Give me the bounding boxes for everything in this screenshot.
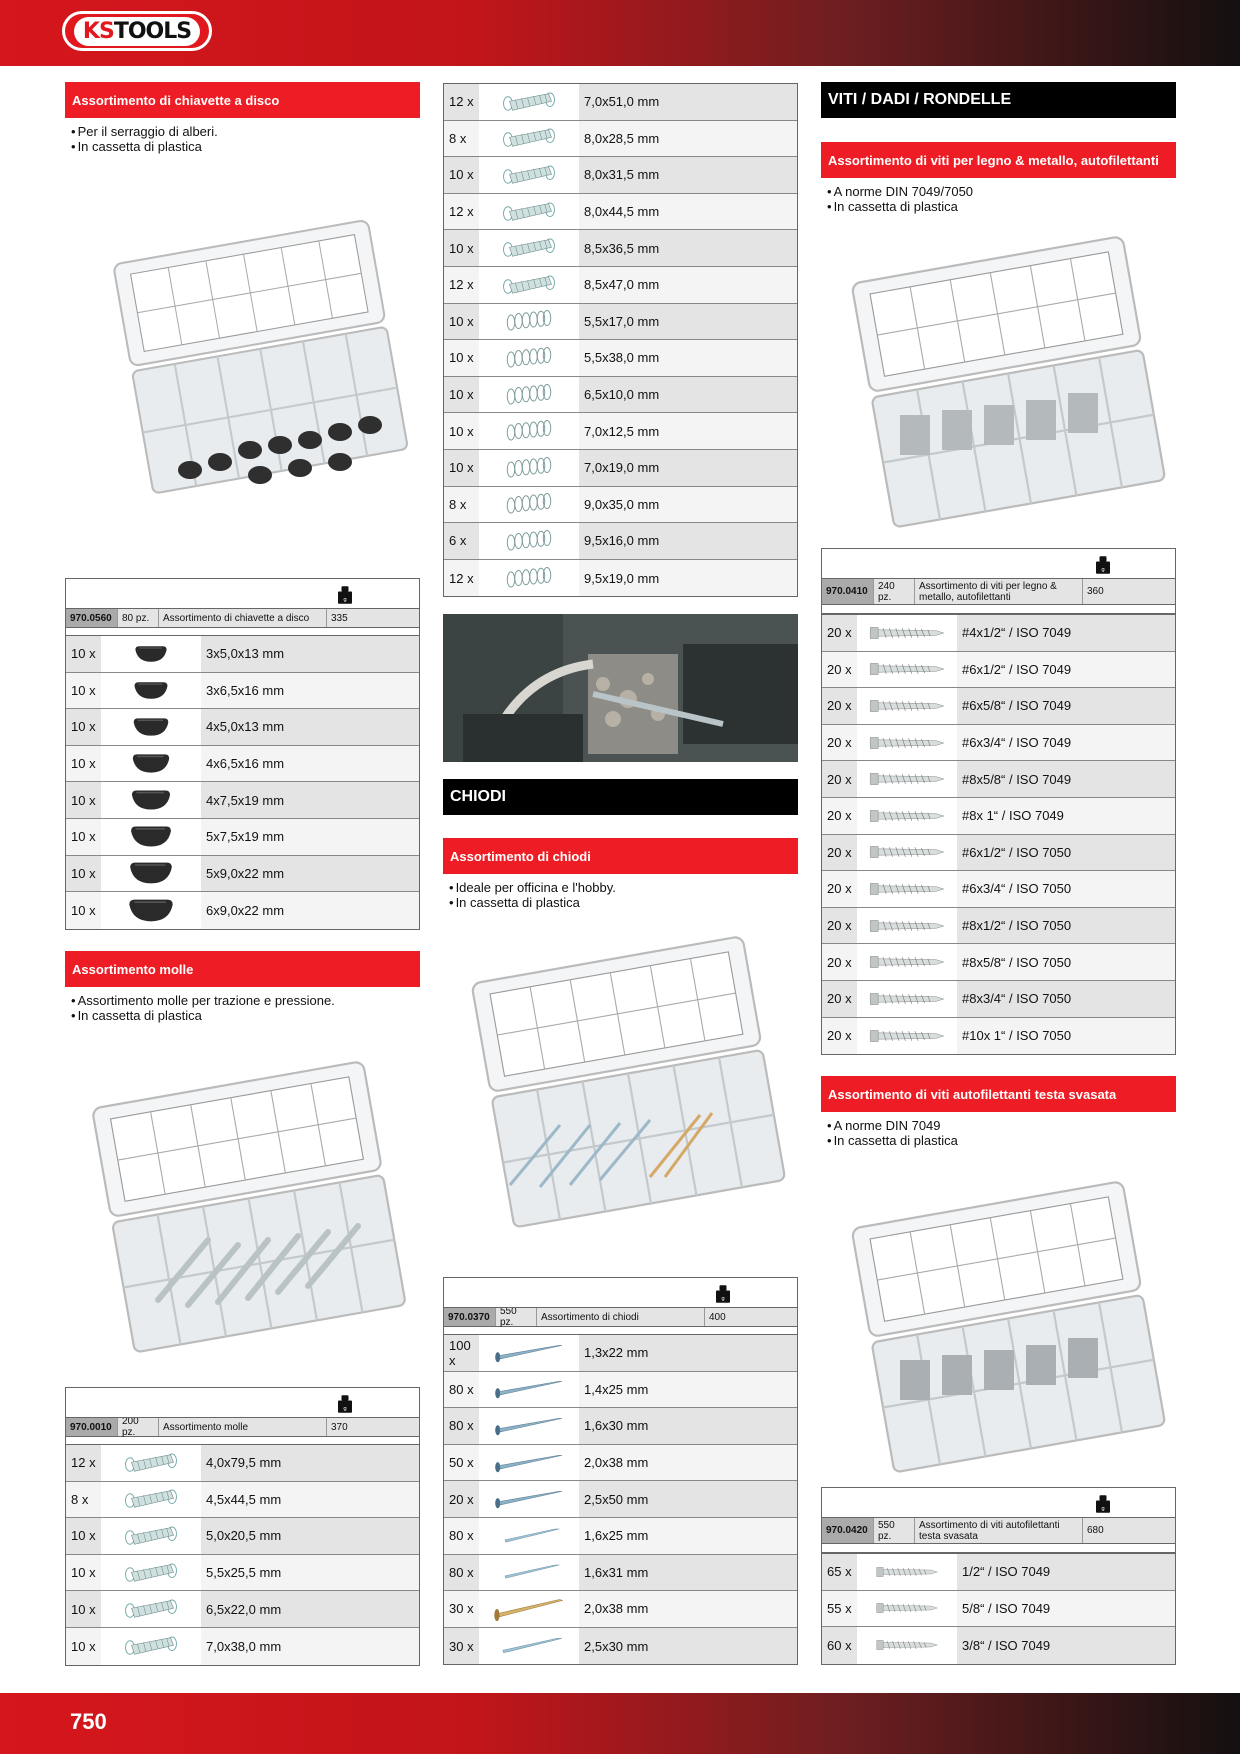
article-quantity: 550 pz. (874, 1518, 915, 1543)
tension-spring-icon (101, 1628, 201, 1665)
item-quantity: 80 x (449, 1418, 474, 1434)
item-quantity: 6 x (449, 533, 467, 549)
table-row (444, 1555, 797, 1592)
table-row (822, 944, 1175, 981)
logo-ks: KS (82, 18, 114, 44)
article-weight: 335 (331, 612, 348, 624)
footer-bar (0, 1693, 1240, 1754)
countersunk-tray-image (830, 1160, 1175, 1490)
item-size: 7,0x51,0 mm (584, 94, 660, 110)
item-quantity: 10 x (449, 313, 474, 329)
keys-title: Assortimento di chiavette a disco (65, 82, 420, 118)
item-quantity: 20 x (827, 844, 852, 860)
item-quantity: 100 x (449, 1337, 471, 1368)
item-quantity: 8 x (71, 1491, 89, 1507)
item-size: 8,5x36,5 mm (584, 240, 660, 256)
screw-icon (857, 908, 957, 944)
item-size: #6x1/2“ / ISO 7049 (962, 661, 1072, 677)
screw-icon (857, 944, 957, 980)
tension-spring-icon (479, 121, 579, 157)
table-row (444, 1372, 797, 1409)
tension-spring-icon (101, 1445, 201, 1481)
nails-tray-image (450, 915, 795, 1245)
page-number: 750 (70, 1709, 107, 1734)
table-row (444, 157, 797, 194)
item-size: 8,5x47,0 mm (584, 277, 660, 293)
weight-icon (1096, 1495, 1110, 1513)
item-size: 3x6,5x16 mm (206, 682, 285, 698)
screw-icon (857, 835, 957, 871)
woodruff-key-icon (101, 856, 201, 892)
item-size: 2,0x38 mm (584, 1601, 649, 1617)
table-row (444, 340, 797, 377)
item-size: 6x9,0x22 mm (206, 902, 285, 918)
item-quantity: 12 x (449, 94, 474, 110)
article-weight: 680 (1087, 1525, 1104, 1536)
item-size: 1,6x31 mm (584, 1564, 649, 1580)
gold-nail-icon (479, 1591, 579, 1627)
nail-icon (479, 1445, 579, 1481)
bullet: • In cassetta di plastica (71, 139, 420, 154)
table-row (66, 1445, 419, 1482)
article-weight: 360 (1087, 586, 1104, 597)
bullet: • Per il serraggio di alberi. (71, 124, 420, 139)
nails-items-table (443, 1334, 798, 1665)
tension-spring-icon (479, 194, 579, 230)
item-size: 5,0x20,5 mm (206, 1528, 282, 1544)
table-row (822, 652, 1175, 689)
article-number: 970.0420 (822, 1518, 874, 1543)
panel-pin-icon (479, 1628, 579, 1665)
item-quantity: 10 x (449, 387, 474, 403)
item-size: #4x1/2“ / ISO 7049 (962, 625, 1072, 641)
table-row (444, 487, 797, 524)
screw-icon (857, 761, 957, 797)
keys-bullets (65, 124, 420, 154)
item-size: 7,0x12,5 mm (584, 423, 660, 439)
item-quantity: 20 x (827, 771, 852, 787)
item-quantity: 20 x (827, 625, 852, 641)
nails-article-table (443, 1277, 798, 1336)
item-size: 4x6,5x16 mm (206, 756, 285, 772)
table-row (822, 798, 1175, 835)
bullet: • In cassetta di plastica (449, 895, 798, 910)
item-quantity: 10 x (71, 646, 96, 662)
item-quantity: 10 x (449, 240, 474, 256)
tension-spring-icon (479, 84, 579, 120)
table-row (444, 267, 797, 304)
tension-spring-icon (101, 1555, 201, 1591)
screw-icon (857, 652, 957, 688)
item-quantity: 10 x (71, 1528, 96, 1544)
item-quantity: 30 x (449, 1638, 474, 1654)
item-quantity: 10 x (71, 1638, 96, 1654)
item-size: #10x 1“ / ISO 7050 (962, 1028, 1072, 1044)
item-quantity: 20 x (827, 808, 852, 824)
item-size: 5,5x38,0 mm (584, 350, 660, 366)
item-size: 6,5x10,0 mm (584, 387, 660, 403)
wood-screws-title: Assortimento di viti per legno & metallo, autofilettanti (821, 142, 1176, 178)
tension-spring-icon (479, 267, 579, 303)
item-quantity: 10 x (449, 460, 474, 476)
springs-continued-table (443, 83, 798, 597)
table-row (444, 121, 797, 158)
table-row (444, 413, 797, 450)
article-description: Assortimento di viti per legno & metallo, autofilettanti (915, 579, 1083, 604)
table-row (822, 1627, 1175, 1664)
countersunk-screw-icon (857, 1554, 957, 1590)
table-row (66, 782, 419, 819)
item-size: 1,3x22 mm (584, 1345, 649, 1361)
table-row (444, 230, 797, 267)
item-quantity: 10 x (71, 719, 96, 735)
bullet: • Assortimento molle per trazione e pressione. (71, 993, 420, 1008)
table-row (822, 1018, 1175, 1055)
item-size: 4x7,5x19 mm (206, 792, 285, 808)
nails-title: Assortimento di chiodi (443, 838, 798, 874)
article-description: Assortimento molle (159, 1418, 327, 1436)
item-quantity: 12 x (449, 204, 474, 220)
springs-article-table (65, 1387, 420, 1446)
table-row (444, 1335, 797, 1372)
item-size: #8x5/8“ / ISO 7049 (962, 771, 1072, 787)
table-row (822, 725, 1175, 762)
item-size: 5/8“ / ISO 7049 (962, 1600, 1051, 1616)
item-quantity: 30 x (449, 1601, 474, 1617)
compression-spring-icon (479, 413, 579, 449)
woodruff-key-icon (101, 819, 201, 855)
table-row (444, 377, 797, 414)
item-quantity: 12 x (449, 277, 474, 293)
item-quantity: 20 x (827, 918, 852, 934)
screw-icon (857, 615, 957, 651)
item-size: 1,4x25 mm (584, 1381, 649, 1397)
item-quantity: 20 x (827, 698, 852, 714)
weight-icon (338, 586, 352, 604)
item-size: 8,0x44,5 mm (584, 204, 660, 220)
woodruff-key-icon (101, 892, 201, 929)
article-weight: 370 (331, 1421, 348, 1433)
table-row (822, 615, 1175, 652)
item-quantity: 50 x (449, 1455, 474, 1471)
item-quantity: 80 x (449, 1528, 474, 1544)
item-quantity: 20 x (827, 735, 852, 751)
table-row (66, 1591, 419, 1628)
table-row (444, 304, 797, 341)
table-row (66, 1628, 419, 1665)
keys-items-table (65, 635, 420, 930)
item-size: 9,5x19,0 mm (584, 570, 660, 586)
brad-nail-icon (479, 1555, 579, 1591)
woodruff-key-icon (101, 709, 201, 745)
article-description: Assortimento di chiavette a disco (159, 609, 327, 627)
bullet: • A norme DIN 7049 (827, 1118, 1176, 1133)
item-quantity: 10 x (449, 167, 474, 183)
item-size: #8x5/8“ / ISO 7050 (962, 954, 1072, 970)
item-quantity: 20 x (827, 991, 852, 1007)
item-size: #6x3/4“ / ISO 7049 (962, 735, 1072, 751)
table-row (66, 856, 419, 893)
item-quantity: 12 x (71, 1455, 96, 1471)
nail-icon (479, 1335, 579, 1371)
item-size: 4x5,0x13 mm (206, 719, 285, 735)
table-row (444, 1481, 797, 1518)
article-quantity: 80 pz. (118, 609, 159, 627)
item-quantity: 10 x (71, 1601, 96, 1617)
screw-icon (857, 1018, 957, 1055)
item-quantity: 80 x (449, 1381, 474, 1397)
item-size: 2,0x38 mm (584, 1455, 649, 1471)
item-quantity: 12 x (449, 570, 474, 586)
nail-icon (479, 1481, 579, 1517)
wood-screws-tray-image (830, 215, 1175, 545)
table-row (66, 709, 419, 746)
article-number: 970.0410 (822, 579, 874, 604)
table-row (822, 1591, 1175, 1628)
item-size: #8x 1“ / ISO 7049 (962, 808, 1064, 824)
item-quantity: 10 x (71, 1565, 96, 1581)
tension-spring-icon (101, 1482, 201, 1518)
item-size: 8,0x28,5 mm (584, 130, 660, 146)
item-quantity: 20 x (827, 661, 852, 677)
item-size: 1/2“ / ISO 7049 (962, 1564, 1051, 1580)
item-quantity: 10 x (71, 902, 96, 918)
nailing-photo (443, 614, 798, 762)
article-weight: 400 (709, 1311, 726, 1323)
nail-icon (479, 1372, 579, 1408)
compression-spring-icon (479, 377, 579, 413)
compression-spring-icon (479, 560, 579, 597)
item-size: #8x3/4“ / ISO 7050 (962, 991, 1072, 1007)
table-row (66, 892, 419, 929)
item-quantity: 10 x (71, 756, 96, 772)
table-row (822, 761, 1175, 798)
table-row (822, 981, 1175, 1018)
table-row (444, 84, 797, 121)
brand-logo (62, 11, 212, 51)
table-row (822, 688, 1175, 725)
item-quantity: 10 x (71, 865, 96, 881)
screw-icon (857, 871, 957, 907)
compression-spring-icon (479, 487, 579, 523)
countersunk-items-table (821, 1553, 1176, 1665)
countersunk-bullets (821, 1118, 1176, 1148)
item-quantity: 80 x (449, 1564, 474, 1580)
item-size: 7,0x38,0 mm (206, 1638, 282, 1654)
countersunk-article-table (821, 1487, 1176, 1553)
nails-section-title: CHIODI (443, 779, 798, 815)
weight-icon (1096, 556, 1110, 574)
item-size: 5,5x25,5 mm (206, 1565, 282, 1581)
table-row (444, 523, 797, 560)
item-quantity: 60 x (827, 1637, 852, 1653)
wood-screws-bullets (821, 184, 1176, 214)
item-quantity: 10 x (71, 829, 96, 845)
woodruff-key-icon (101, 746, 201, 782)
table-row (822, 1554, 1175, 1591)
article-description: Assortimento di chiodi (537, 1308, 705, 1326)
table-row (444, 1408, 797, 1445)
item-quantity: 55 x (827, 1600, 852, 1616)
compression-spring-icon (479, 523, 579, 559)
item-quantity: 65 x (827, 1564, 852, 1580)
item-quantity: 8 x (449, 496, 467, 512)
item-size: #8x1/2“ / ISO 7050 (962, 918, 1072, 934)
tension-spring-icon (479, 157, 579, 193)
item-quantity: 10 x (449, 350, 474, 366)
item-size: 5x9,0x22 mm (206, 865, 285, 881)
weight-icon (338, 1395, 352, 1413)
article-quantity: 240 pz. (874, 579, 915, 604)
item-size: #6x1/2“ / ISO 7050 (962, 844, 1072, 860)
item-quantity: 20 x (827, 954, 852, 970)
compression-spring-icon (479, 304, 579, 340)
screw-icon (857, 725, 957, 761)
nails-bullets (443, 880, 798, 910)
item-size: 5,5x17,0 mm (584, 313, 660, 329)
springs-title: Assortimento molle (65, 951, 420, 987)
table-row (444, 1518, 797, 1555)
item-size: #6x3/4“ / ISO 7050 (962, 881, 1072, 897)
table-row (822, 835, 1175, 872)
countersunk-title: Assortimento di viti autofilettanti testa svasata (821, 1076, 1176, 1112)
bullet: • In cassetta di plastica (71, 1008, 420, 1023)
bullet: • In cassetta di plastica (827, 1133, 1176, 1148)
table-row (66, 746, 419, 783)
countersunk-screw-icon (857, 1627, 957, 1664)
wood-screws-items-table (821, 614, 1176, 1055)
table-row (66, 1482, 419, 1519)
item-size: 9,0x35,0 mm (584, 496, 660, 512)
item-size: 4,0x79,5 mm (206, 1455, 282, 1471)
item-size: #6x5/8“ / ISO 7049 (962, 698, 1072, 714)
table-row (66, 636, 419, 673)
table-row (444, 560, 797, 597)
keys-article-table (65, 578, 420, 637)
woodruff-key-icon (101, 782, 201, 818)
compression-spring-icon (479, 340, 579, 376)
table-row (444, 1628, 797, 1665)
article-number: 970.0370 (444, 1308, 496, 1326)
table-row (822, 871, 1175, 908)
article-number: 970.0560 (66, 609, 118, 627)
tension-spring-icon (479, 230, 579, 266)
table-row (66, 673, 419, 710)
item-quantity: 10 x (71, 792, 96, 808)
item-size: 3x5,0x13 mm (206, 646, 285, 662)
compression-spring-icon (479, 450, 579, 486)
bullet: • A norme DIN 7049/7050 (827, 184, 1176, 199)
article-description: Assortimento di viti autofilettanti testa svasata (915, 1518, 1083, 1543)
screw-icon (857, 981, 957, 1017)
header-bar (0, 0, 1240, 66)
logo-tools: TOOLS (113, 18, 192, 44)
screw-icon (857, 688, 957, 724)
article-quantity: 200 pz. (118, 1418, 159, 1436)
article-quantity: 550 pz. (496, 1308, 537, 1326)
screw-icon (857, 798, 957, 834)
item-size: 7,0x19,0 mm (584, 460, 660, 476)
table-row (444, 1591, 797, 1628)
item-quantity: 10 x (449, 423, 474, 439)
table-row (444, 194, 797, 231)
item-size: 3/8“ / ISO 7049 (962, 1637, 1051, 1653)
item-size: 9,5x16,0 mm (584, 533, 660, 549)
tension-spring-icon (101, 1591, 201, 1627)
item-size: 8,0x31,5 mm (584, 167, 660, 183)
springs-items-table (65, 1444, 420, 1666)
item-size: 1,6x25 mm (584, 1528, 649, 1544)
item-size: 1,6x30 mm (584, 1418, 649, 1434)
table-row (66, 819, 419, 856)
woodruff-key-icon (101, 673, 201, 709)
bullet: • In cassetta di plastica (827, 199, 1176, 214)
item-quantity: 20 x (827, 881, 852, 897)
screws-section-title: VITI / DADI / RONDELLE (821, 82, 1176, 118)
item-quantity: 10 x (71, 682, 96, 698)
table-row (444, 450, 797, 487)
countersunk-screw-icon (857, 1591, 957, 1627)
tension-spring-icon (101, 1518, 201, 1554)
wood-screws-article-table (821, 548, 1176, 614)
brad-nail-icon (479, 1518, 579, 1554)
item-size: 2,5x50 mm (584, 1491, 649, 1507)
nail-icon (479, 1408, 579, 1444)
item-size: 6,5x22,0 mm (206, 1601, 282, 1617)
article-number: 970.0010 (66, 1418, 118, 1436)
springs-bullets (65, 993, 420, 1023)
table-row (822, 908, 1175, 945)
bullet: • Ideale per officina e l'hobby. (449, 880, 798, 895)
table-row (66, 1555, 419, 1592)
keys-tray-image (100, 200, 410, 510)
woodruff-key-icon (101, 636, 201, 672)
item-quantity: 20 x (827, 1028, 852, 1044)
table-row (66, 1518, 419, 1555)
item-quantity: 20 x (449, 1491, 474, 1507)
table-row (444, 1445, 797, 1482)
item-quantity: 8 x (449, 130, 467, 146)
springs-tray-image (78, 1040, 408, 1370)
item-size: 5x7,5x19 mm (206, 829, 285, 845)
item-size: 4,5x44,5 mm (206, 1491, 282, 1507)
item-size: 2,5x30 mm (584, 1638, 649, 1654)
weight-icon (716, 1285, 730, 1303)
